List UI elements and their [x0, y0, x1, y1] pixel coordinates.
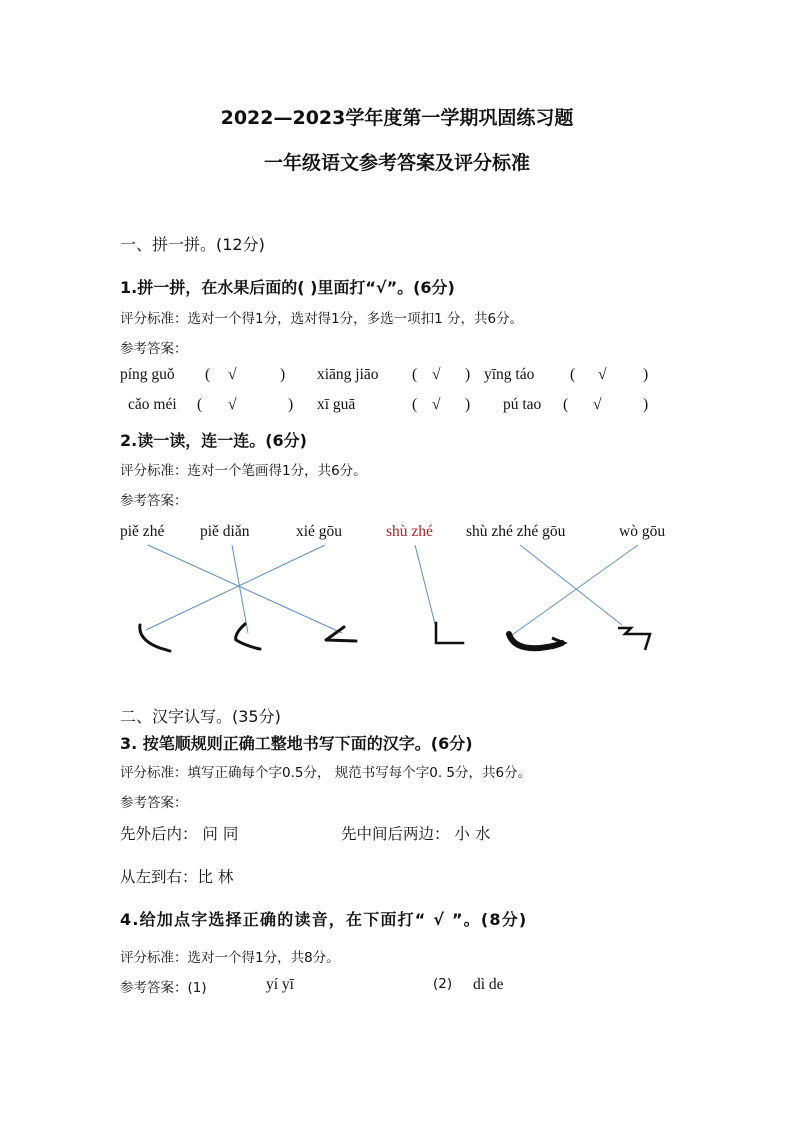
- q1-item-pinyin: pú tao: [503, 396, 542, 413]
- match-line: [520, 545, 622, 625]
- stroke-shape-4: [436, 623, 463, 643]
- stroke-label: piě diǎn: [200, 523, 250, 540]
- q4-answer-1: yí yī: [266, 976, 294, 993]
- page-title: 2022—2023学年度第一学期巩固练习题: [220, 107, 574, 129]
- page-subtitle: 一年级语文参考答案及评分标准: [263, 152, 530, 174]
- stroke-label: xié gōu: [296, 523, 343, 540]
- section2-heading: 二、汉字认写。(35分): [120, 707, 281, 726]
- q1-item-paren: (: [412, 396, 418, 413]
- q1-item-pinyin: xī guā: [317, 396, 356, 413]
- stroke-shape-3: [326, 627, 356, 641]
- q1-item-pinyin: xiāng jiāo: [317, 366, 379, 383]
- stroke-shape-2: [236, 624, 260, 649]
- q2-question: 2.读一读，连一连。(6分): [120, 431, 307, 450]
- q4-answer-prefix: 参考答案：(1): [120, 980, 207, 996]
- q2-criteria: 评分标准：连对一个笔画得1分，共6分。: [120, 463, 367, 479]
- stroke-label: shù zhé zhé gōu: [466, 523, 566, 540]
- q1-item-paren: (: [563, 396, 569, 413]
- stroke-shape-5: [509, 634, 564, 648]
- q1-answer-label: 参考答案：: [120, 341, 188, 357]
- stroke-label: wò gōu: [619, 523, 666, 540]
- q1-item-pinyin: cǎo méi: [128, 396, 177, 413]
- q1-criteria: 评分标准：选对一个得1分，选对得1分，多选一项扣1 分，共6分。: [120, 311, 524, 327]
- q1-item-paren: ): [465, 366, 471, 383]
- q1-item-paren: (: [205, 366, 211, 383]
- q1-item-pinyin: yīng táo: [484, 366, 535, 383]
- stroke-shape-6: [618, 628, 650, 650]
- q1-item-paren: (: [570, 366, 576, 383]
- q1-check-mark: √: [432, 366, 441, 383]
- q1-check-mark: √: [228, 396, 237, 413]
- stroke-label-highlighted: shù zhé: [386, 523, 433, 540]
- match-line: [512, 545, 638, 635]
- q1-item-pinyin: píng guǒ: [120, 366, 175, 383]
- stroke-label: piě zhé: [120, 523, 165, 540]
- q3-answer-middle-sides: 先中间后两边： 小 水: [341, 825, 491, 843]
- stroke-shape-1: [140, 625, 170, 651]
- q3-question: 3. 按笔顺规则正确工整地书写下面的汉字。(6分): [120, 734, 473, 753]
- q4-answer-2: dì de: [473, 976, 504, 993]
- q4-answer-2-prefix: (2): [433, 976, 453, 992]
- q3-criteria: 评分标准：填写正确每个字0.5分， 规范书写每个字0. 5分，共6分。: [120, 765, 532, 781]
- q1-check-mark: √: [432, 396, 441, 413]
- match-line: [148, 545, 342, 633]
- q3-answer-label: 参考答案：: [120, 795, 188, 811]
- q4-question: 4.给加点字选择正确的读音，在下面打“ √ ”。(8分): [120, 910, 528, 929]
- match-line: [146, 545, 325, 630]
- section1-heading: 一、拼一拼。(12分): [120, 235, 265, 254]
- q1-check-mark: √: [593, 396, 602, 413]
- q1-item-paren: ): [643, 396, 649, 413]
- q1-item-paren: ): [288, 396, 294, 413]
- q2-answer-label: 参考答案：: [120, 493, 188, 509]
- q1-item-paren: (: [412, 366, 418, 383]
- q1-question: 1.拼一拼，在水果后面的( )里面打“√”。(6分): [120, 278, 455, 297]
- q4-criteria: 评分标准：选对一个得1分，共8分。: [120, 950, 340, 966]
- q1-item-paren: ): [465, 396, 471, 413]
- q1-check-mark: √: [228, 366, 237, 383]
- q3-answer-left-right: 从左到右：比 林: [120, 868, 234, 886]
- q1-item-paren: ): [280, 366, 286, 383]
- q1-check-mark: √: [598, 366, 607, 383]
- match-line: [415, 545, 435, 624]
- q1-item-paren: (: [197, 396, 203, 413]
- q1-item-paren: ): [643, 366, 649, 383]
- q3-answer-outer-inner: 先外后内： 问 同: [120, 825, 239, 843]
